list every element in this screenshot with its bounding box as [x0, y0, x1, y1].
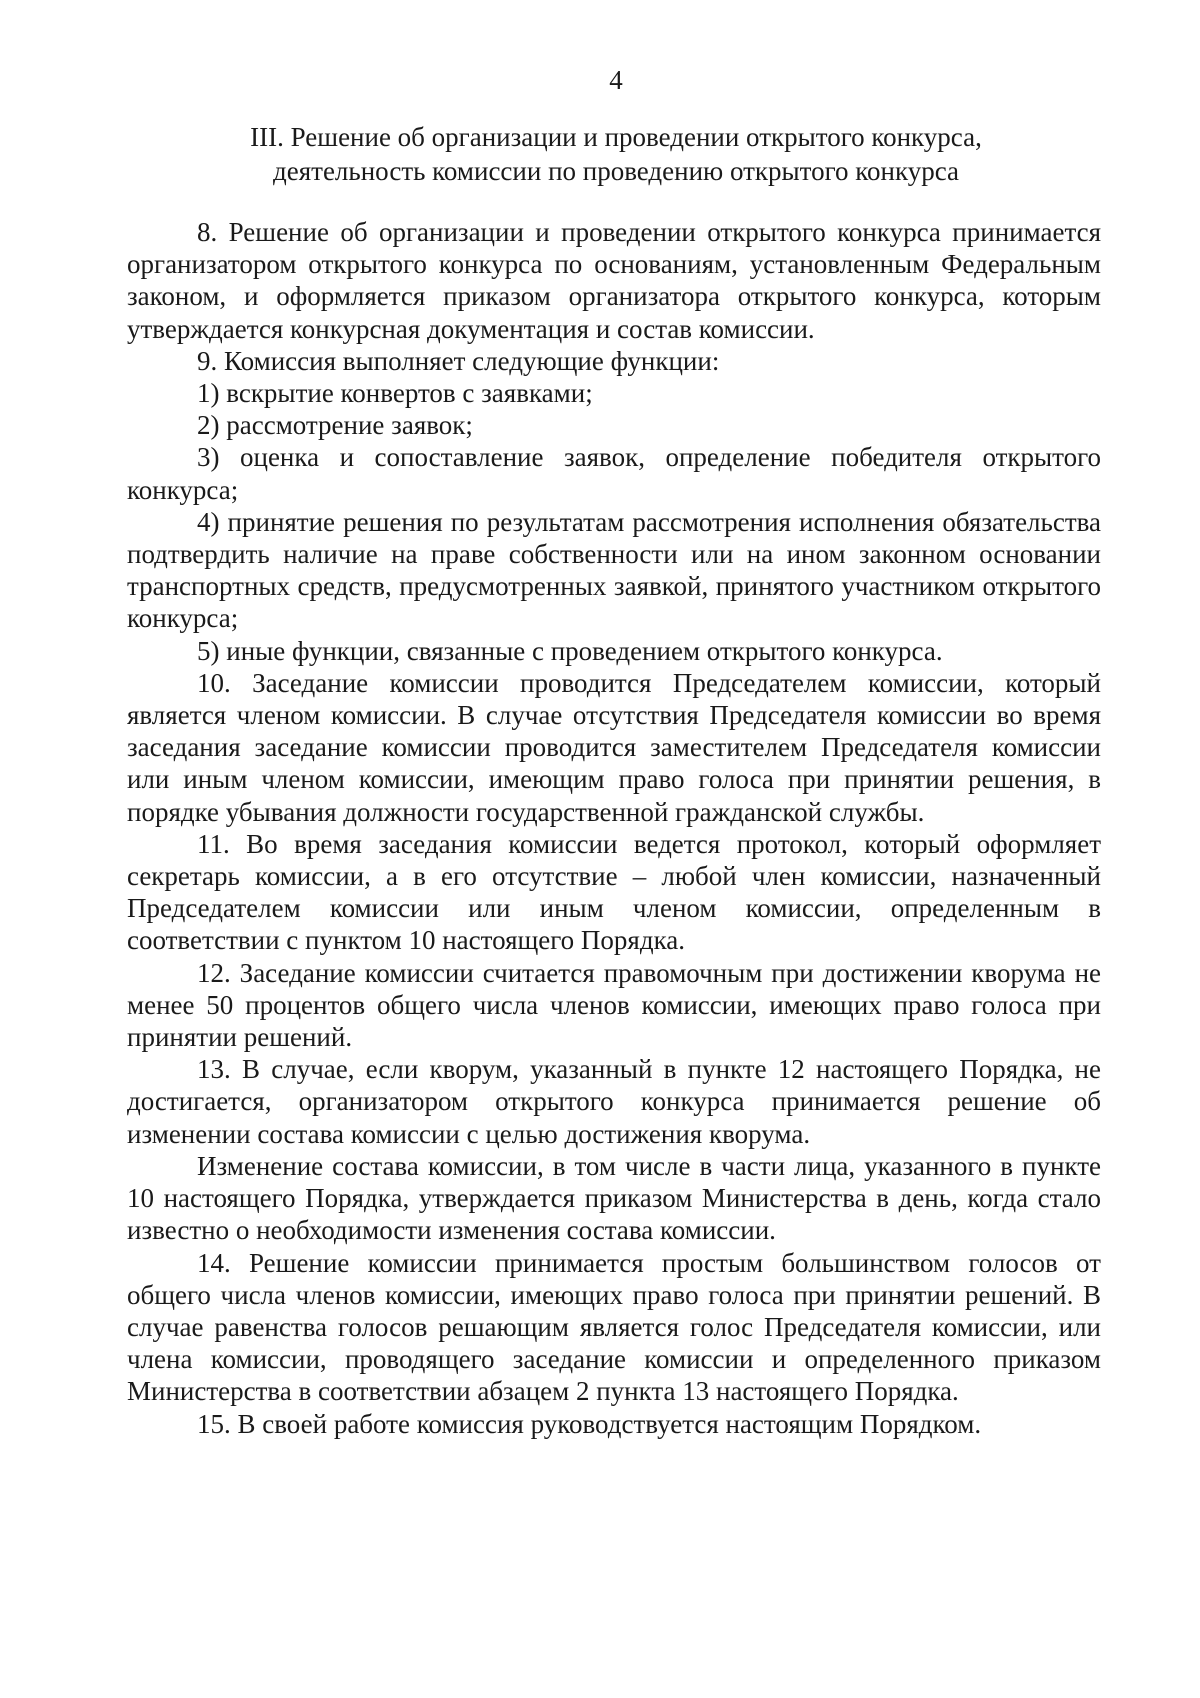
- paragraph-item-12: 12. Заседание комиссии считается правомочным при достижении кворума не менее 50 процентов общего числа членов комиссии, имеющих право голоса при принятии решений.: [127, 957, 1101, 1053]
- section-heading-line-2: деятельность комиссии по проведению открытого конкурса: [273, 156, 959, 186]
- paragraph-item-13: 13. В случае, если кворум, указанный в пункте 12 настоящего Порядка, не достигается, организатором открытого конкурса принимается решение об изменении состава комиссии с целью достижения кворума.: [127, 1054, 1101, 1149]
- paragraph-item-13-continued: Изменение состава комиссии, в том числе в части лица, указанного в пункте 10 настоящего Порядка, утверждается приказом Министерства в день, когда стало известно о необходимости изменения состава комиссии.: [127, 1150, 1101, 1246]
- page-number: 4: [609, 65, 623, 95]
- list-item-function-4: 4) принятие решения по результатам рассмотрения исполнения обязательства подтвердить наличие на праве собственности или на ином законном основании транспортных средств, предусмотренных заявкой, принятого участником открытого конкурса;: [127, 506, 1101, 634]
- document-body: [127, 216, 1101, 1440]
- paragraph-item-15: 15. В своей работе комиссия руководствуется настоящим Порядком.: [197, 1408, 982, 1439]
- paragraph-item-11: 11. Во время заседания комиссии ведется протокол, который оформляет секретарь комиссии, а в его отсутствие – любой член комиссии, назначенный Председателем комиссии или иным членом комиссии, определенным в соответствии с пунктом 10 настоящего Порядка.: [127, 828, 1101, 956]
- paragraph-item-14: 14. Решение комиссии принимается простым большинством голосов от общего числа членов комиссии, имеющих право голоса при принятии решений. В случае равенства голосов решающим является голос Председателя комиссии, или члена комиссии, проводящего заседание комиссии и определенного приказом Министерства в соответствии абзацем 2 пункта 13 настоящего Порядка.: [127, 1247, 1101, 1407]
- paragraph-item-9: 9. Комиссия выполняет следующие функции:: [197, 345, 720, 376]
- paragraph-item-8: 8. Решение об организации и проведении открытого конкурса принимается организатором открытого конкурса по основаниям, установленным Федеральным законом, и оформляется приказом организатора открытого конкурса, которым утверждается конкурсная документация и состав комиссии.: [127, 217, 1101, 344]
- list-item-function-1: 1) вскрытие конвертов с заявками;: [197, 378, 593, 409]
- paragraph-item-10: 10. Заседание комиссии проводится Председателем комиссии, который является членом комиссии. В случае отсутствия Председателя комиссии во время заседания заседание комиссии проводится заместителем Председателя комиссии или иным членом комиссии, имеющим право голоса при принятии решения, в порядке убывания должности государственной гражданской службы.: [127, 667, 1101, 827]
- section-heading-line-1: III. Решение об организации и проведении открытого конкурса,: [250, 122, 982, 152]
- list-item-function-3: 3) оценка и сопоставление заявок, определение победителя открытого конкурса;: [127, 442, 1101, 505]
- list-item-function-5: 5) иные функции, связанные с проведением открытого конкурса.: [197, 635, 943, 666]
- list-item-function-2: 2) рассмотрение заявок;: [197, 410, 473, 441]
- section-heading: [0, 120, 1200, 188]
